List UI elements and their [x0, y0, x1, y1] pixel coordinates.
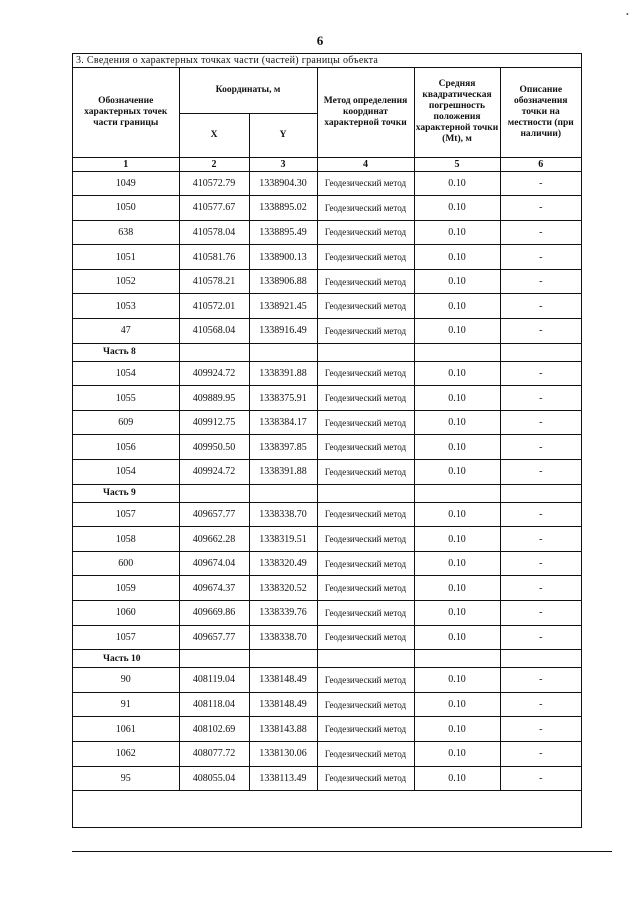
coord-x: 408118.04: [179, 692, 249, 717]
description-cell: -: [500, 196, 581, 221]
coord-y: 1338895.49: [249, 220, 317, 245]
coord-y: 1338130.06: [249, 741, 317, 766]
section-title: 3. Сведения о характерных точках части (частей) границы объекта: [73, 54, 581, 67]
accuracy-cell: 0.10: [414, 410, 500, 435]
point-id: 1057: [73, 502, 179, 527]
description-cell: -: [500, 502, 581, 527]
coord-y: 1338113.49: [249, 766, 317, 791]
point-id: 1062: [73, 741, 179, 766]
description-cell: -: [500, 766, 581, 791]
empty-cell: [317, 343, 414, 361]
description-cell: -: [500, 171, 581, 196]
method-cell: Геодезический метод: [317, 196, 414, 221]
empty-cell: [500, 484, 581, 502]
table-row: [73, 576, 581, 601]
coord-y: 1338148.49: [249, 668, 317, 693]
point-id: 1054: [73, 460, 179, 485]
column-number: 6: [500, 157, 581, 171]
accuracy-cell: 0.10: [414, 386, 500, 411]
description-cell: -: [500, 717, 581, 742]
method-cell: Геодезический метод: [317, 361, 414, 386]
table-row: [73, 766, 581, 791]
page-number: 6: [316, 33, 324, 48]
coord-x: 409950.50: [179, 435, 249, 460]
method-cell: Геодезический метод: [317, 668, 414, 693]
header-description: Описание обозначения точки на местности (при наличии): [500, 67, 581, 157]
accuracy-cell: 0.10: [414, 576, 500, 601]
coord-y: 1338900.13: [249, 245, 317, 270]
point-id: 1057: [73, 625, 179, 650]
coord-y: 1338391.88: [249, 460, 317, 485]
method-cell: Геодезический метод: [317, 502, 414, 527]
empty-cell: [500, 650, 581, 668]
point-id: 1054: [73, 361, 179, 386]
description-cell: -: [500, 625, 581, 650]
coord-x: 408055.04: [179, 766, 249, 791]
method-cell: Геодезический метод: [317, 551, 414, 576]
point-id: 1061: [73, 717, 179, 742]
empty-cell: [249, 484, 317, 502]
method-cell: Геодезический метод: [317, 319, 414, 344]
point-id: 1051: [73, 245, 179, 270]
coord-y: 1338391.88: [249, 361, 317, 386]
section-title-row: [73, 54, 581, 67]
coord-x: 410578.21: [179, 269, 249, 294]
coord-x: 408077.72: [179, 741, 249, 766]
coord-y: 1338338.70: [249, 502, 317, 527]
empty-cell: [414, 650, 500, 668]
header-designation: Обозначение характерных точек части границы: [73, 67, 179, 157]
method-cell: Геодезический метод: [317, 741, 414, 766]
description-cell: -: [500, 576, 581, 601]
table-row: [73, 294, 581, 319]
description-cell: -: [500, 361, 581, 386]
point-id: 600: [73, 551, 179, 576]
coord-x: 408102.69: [179, 717, 249, 742]
accuracy-cell: 0.10: [414, 502, 500, 527]
description-cell: -: [500, 668, 581, 693]
coord-x: 409912.75: [179, 410, 249, 435]
accuracy-cell: 0.10: [414, 435, 500, 460]
accuracy-cell: 0.10: [414, 361, 500, 386]
table-row: [73, 435, 581, 460]
point-id: 90: [73, 668, 179, 693]
point-id: 1056: [73, 435, 179, 460]
description-cell: -: [500, 269, 581, 294]
description-cell: -: [500, 220, 581, 245]
coord-y: 1338375.91: [249, 386, 317, 411]
coord-x: 410578.04: [179, 220, 249, 245]
empty-cell: [317, 650, 414, 668]
description-cell: -: [500, 435, 581, 460]
method-cell: Геодезический метод: [317, 386, 414, 411]
empty-cell: [179, 343, 249, 361]
coord-x: 409657.77: [179, 502, 249, 527]
table-row: [73, 527, 581, 552]
coord-y: 1338148.49: [249, 692, 317, 717]
header-coordinates: Координаты, м: [179, 67, 317, 113]
table-row: [73, 269, 581, 294]
empty-cell: [249, 343, 317, 361]
coord-x: 410568.04: [179, 319, 249, 344]
accuracy-cell: 0.10: [414, 741, 500, 766]
empty-cell: [179, 484, 249, 502]
description-cell: -: [500, 460, 581, 485]
accuracy-cell: 0.10: [414, 717, 500, 742]
point-id: 1053: [73, 294, 179, 319]
point-id: 1058: [73, 527, 179, 552]
empty-cell: [414, 484, 500, 502]
column-number: 2: [179, 157, 249, 171]
point-id: 91: [73, 692, 179, 717]
description-cell: -: [500, 692, 581, 717]
table-row: [73, 502, 581, 527]
method-cell: Геодезический метод: [317, 692, 414, 717]
header-y: Y: [249, 113, 317, 157]
column-number: 3: [249, 157, 317, 171]
coord-y: 1338921.45: [249, 294, 317, 319]
coord-x: 408119.04: [179, 668, 249, 693]
coord-y: 1338339.76: [249, 601, 317, 626]
part-label: Часть 10: [73, 650, 179, 668]
point-id: 1059: [73, 576, 179, 601]
accuracy-cell: 0.10: [414, 460, 500, 485]
method-cell: Геодезический метод: [317, 717, 414, 742]
coord-y: 1338338.70: [249, 625, 317, 650]
coord-x: 409924.72: [179, 460, 249, 485]
accuracy-cell: 0.10: [414, 766, 500, 791]
bottom-rule: [72, 851, 612, 852]
method-cell: Геодезический метод: [317, 625, 414, 650]
method-cell: Геодезический метод: [317, 527, 414, 552]
accuracy-cell: 0.10: [414, 319, 500, 344]
point-id: 609: [73, 410, 179, 435]
empty-cell: [249, 650, 317, 668]
point-id: 1060: [73, 601, 179, 626]
method-cell: Геодезический метод: [317, 171, 414, 196]
coord-x: 409674.37: [179, 576, 249, 601]
header-x: X: [179, 113, 249, 157]
table-row: [73, 220, 581, 245]
table-row: [73, 668, 581, 693]
table-row: [73, 361, 581, 386]
part-header-row: [73, 343, 581, 361]
method-cell: Геодезический метод: [317, 766, 414, 791]
coord-x: 409657.77: [179, 625, 249, 650]
coord-x: 409674.04: [179, 551, 249, 576]
method-cell: Геодезический метод: [317, 269, 414, 294]
accuracy-cell: 0.10: [414, 245, 500, 270]
point-id: 1052: [73, 269, 179, 294]
description-cell: -: [500, 551, 581, 576]
coord-y: 1338895.02: [249, 196, 317, 221]
accuracy-cell: 0.10: [414, 668, 500, 693]
table-row: [73, 171, 581, 196]
accuracy-cell: 0.10: [414, 171, 500, 196]
column-number-row: [73, 157, 581, 171]
table-row: [73, 196, 581, 221]
document-frame: [72, 53, 582, 828]
coord-y: 1338384.17: [249, 410, 317, 435]
coord-y: 1338320.52: [249, 576, 317, 601]
point-id: 638: [73, 220, 179, 245]
description-cell: -: [500, 319, 581, 344]
column-number: 1: [73, 157, 179, 171]
header-method: Метод определения координат характерной точки: [317, 67, 414, 157]
table-row: [73, 319, 581, 344]
method-cell: Геодезический метод: [317, 294, 414, 319]
coord-x: 410572.79: [179, 171, 249, 196]
empty-cell: [414, 343, 500, 361]
column-number: 5: [414, 157, 500, 171]
description-cell: -: [500, 410, 581, 435]
description-cell: -: [500, 294, 581, 319]
description-cell: -: [500, 601, 581, 626]
accuracy-cell: 0.10: [414, 269, 500, 294]
table-row: [73, 717, 581, 742]
coord-y: 1338904.30: [249, 171, 317, 196]
description-cell: -: [500, 741, 581, 766]
coord-y: 1338906.88: [249, 269, 317, 294]
method-cell: Геодезический метод: [317, 576, 414, 601]
coord-y: 1338320.49: [249, 551, 317, 576]
coord-y: 1338397.85: [249, 435, 317, 460]
coord-y: 1338143.88: [249, 717, 317, 742]
description-cell: -: [500, 527, 581, 552]
method-cell: Геодезический метод: [317, 460, 414, 485]
header-accuracy: Средняя квадратическая погрешность положения характерной точки (Mt), м: [414, 67, 500, 157]
point-id: 1050: [73, 196, 179, 221]
part-label: Часть 8: [73, 343, 179, 361]
coord-x: 409669.86: [179, 601, 249, 626]
coord-y: 1338916.49: [249, 319, 317, 344]
accuracy-cell: 0.10: [414, 294, 500, 319]
point-id: 47: [73, 319, 179, 344]
coord-x: 410581.76: [179, 245, 249, 270]
table-row: [73, 386, 581, 411]
empty-cell: [179, 650, 249, 668]
table-row: [73, 551, 581, 576]
empty-cell: [317, 484, 414, 502]
empty-cell: [500, 343, 581, 361]
corner-mark: •: [626, 10, 629, 19]
method-cell: Геодезический метод: [317, 220, 414, 245]
header-row-1: [73, 67, 581, 113]
table-row: [73, 692, 581, 717]
part-label: Часть 9: [73, 484, 179, 502]
coord-y: 1338319.51: [249, 527, 317, 552]
part-header-row: [73, 650, 581, 668]
point-id: 1055: [73, 386, 179, 411]
coord-x: 409889.95: [179, 386, 249, 411]
description-cell: -: [500, 386, 581, 411]
coord-x: 409924.72: [179, 361, 249, 386]
boundary-points-table: [73, 54, 581, 791]
table-row: [73, 741, 581, 766]
method-cell: Геодезический метод: [317, 245, 414, 270]
accuracy-cell: 0.10: [414, 692, 500, 717]
part-header-row: [73, 484, 581, 502]
coord-x: 410572.01: [179, 294, 249, 319]
table-row: [73, 601, 581, 626]
method-cell: Геодезический метод: [317, 410, 414, 435]
accuracy-cell: 0.10: [414, 196, 500, 221]
table-row: [73, 410, 581, 435]
accuracy-cell: 0.10: [414, 527, 500, 552]
column-number: 4: [317, 157, 414, 171]
coord-x: 410577.67: [179, 196, 249, 221]
table-row: [73, 245, 581, 270]
table-row: [73, 625, 581, 650]
accuracy-cell: 0.10: [414, 625, 500, 650]
coord-x: 409662.28: [179, 527, 249, 552]
method-cell: Геодезический метод: [317, 435, 414, 460]
point-id: 1049: [73, 171, 179, 196]
accuracy-cell: 0.10: [414, 551, 500, 576]
accuracy-cell: 0.10: [414, 220, 500, 245]
accuracy-cell: 0.10: [414, 601, 500, 626]
method-cell: Геодезический метод: [317, 601, 414, 626]
table-row: [73, 460, 581, 485]
description-cell: -: [500, 245, 581, 270]
point-id: 95: [73, 766, 179, 791]
